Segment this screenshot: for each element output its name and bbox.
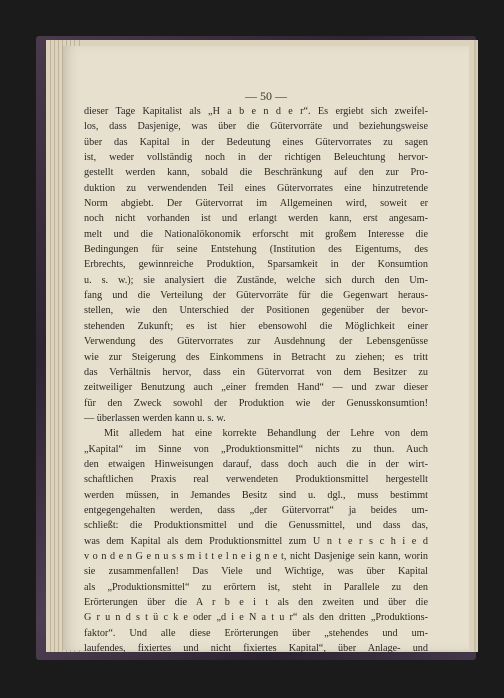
text-line: stellen, wie den Unterschied der Positionen gegenüber der bevor- bbox=[84, 305, 428, 317]
text-line: Mit alledem hat eine korrekte Behandlung der Lehre von dem bbox=[104, 428, 428, 440]
text-line: den etwaigen Hinweisungen darauf, dass doch auch die in der wirt- bbox=[84, 458, 428, 470]
text-line: schließt: die Produktionsmittel und die Genussmittel, und dass das, bbox=[84, 520, 428, 532]
page-edge bbox=[50, 40, 51, 652]
text-line: werden müssen, in Jemandes Besitz sind u. dgl., muss bestimmt bbox=[84, 489, 428, 501]
text-line: was dem Kapital als dem Produktionsmittel zum U n t e r s c h i e d bbox=[84, 535, 428, 547]
text-line: „Kapital“ im Sinne von „Produktionsmittel“ nichts zu thun. Auch bbox=[84, 443, 428, 455]
text-line: Verwendung des Gütervorrates zur Ausdehnung der Lebensgenüsse bbox=[84, 336, 428, 348]
page-edge bbox=[54, 40, 55, 652]
text-line: v o n d e n G e n u s s m i t t e l n e i g n e t, nicht Dasjenige sein kann, worin bbox=[84, 550, 428, 562]
text-line: zeitweiliger Benutzung auch „einer fremden Hand“ — und zwar dieser bbox=[84, 382, 428, 394]
text-line: dieser Tage Kapitalist als „H a b e n d e r“. Es ergiebt sich zweifel- bbox=[84, 106, 428, 117]
text-line: schaftlichen Praxis real verwendeten Produktionsmittel hergestellt bbox=[84, 474, 428, 486]
text-line: duktion zu verwendenden Teil eines Gütervorrates eine hinzutretende bbox=[84, 182, 428, 194]
text-line: noch nicht vorhanden ist und erlangt werden kann, erst angesam- bbox=[84, 213, 428, 225]
text-line: Bedingungen für seine Entstehung (Institution des Eigentums, des bbox=[84, 244, 428, 256]
text-line: stehenden Zukunft; es ist hier ebensowohl die Möglichkeit einer bbox=[84, 320, 428, 332]
text-line: Erörterungen über die A r b e i t als den zweiten und über die bbox=[84, 597, 428, 608]
text-line: laufendes, fixiertes und nicht fixiertes Kapital“, über Anlage- und bbox=[84, 643, 428, 655]
page-edge bbox=[58, 40, 59, 652]
text-line: Norm abgiebt. Der Gütervorrat im Allgemeinen wird, soweit er bbox=[84, 198, 428, 210]
text-line: ist, weder vollständig noch in der richtigen Beleuchtung hervor- bbox=[84, 152, 428, 164]
page-number: — 50 — bbox=[245, 89, 287, 103]
body-text bbox=[84, 104, 428, 656]
text-line: gestellt werden kann, sobald die Beschränkung auf den zur Pro- bbox=[84, 167, 428, 179]
text-line: über das Kapital in der Bedeutung eines Gütervorrates zu sagen bbox=[84, 136, 428, 148]
text-line: faktor“. Und alle diese Erörterungen über „stehendes und um- bbox=[84, 627, 428, 639]
text-line: fang und die Verteilung der Gütervorräte für die Gegenwart heraus- bbox=[84, 290, 428, 302]
text-line: G r u n d s t ü c k e oder „d i e N a t u r“ als den dritten „Produktions- bbox=[84, 612, 428, 624]
text-line: melt und die Nationalökonomik erforscht mit großem Interesse die bbox=[84, 228, 428, 240]
text-line: als „Produktionsmittel“ zu erörtern ist, steht in Parallele zu den bbox=[84, 581, 428, 593]
text-line: Erbrechts, gewinnreiche Produktion, Sparsamkeit in der Konsumtion bbox=[84, 259, 428, 271]
text-line: los, dass Dasjenige, was über die Gütervorräte und beziehungsweise bbox=[84, 121, 428, 133]
text-line: entgegengehalten werden, dass „der Gütervorrat“ ja beides um- bbox=[84, 504, 428, 516]
text-line: — überlassen werden kann u. s. w. bbox=[84, 412, 226, 424]
text-line: für den Zweck sowohl der Produktion wie der Genusskonsumtion! bbox=[84, 397, 428, 409]
text-line: wie zur Steigerung des Einkommens in Betracht zu ziehen; es tritt bbox=[84, 351, 428, 363]
text-line: das Verhältnis hervor, dass ein Gütervorrat von dem Besitzer zu bbox=[84, 366, 428, 378]
text-line: sie zusammenfallen! Das Viele und Wichtige, was über Kapital bbox=[84, 566, 428, 578]
text-line: u. s. w.); sie analysiert die Zustände, welche sich durch den Um- bbox=[84, 274, 428, 286]
